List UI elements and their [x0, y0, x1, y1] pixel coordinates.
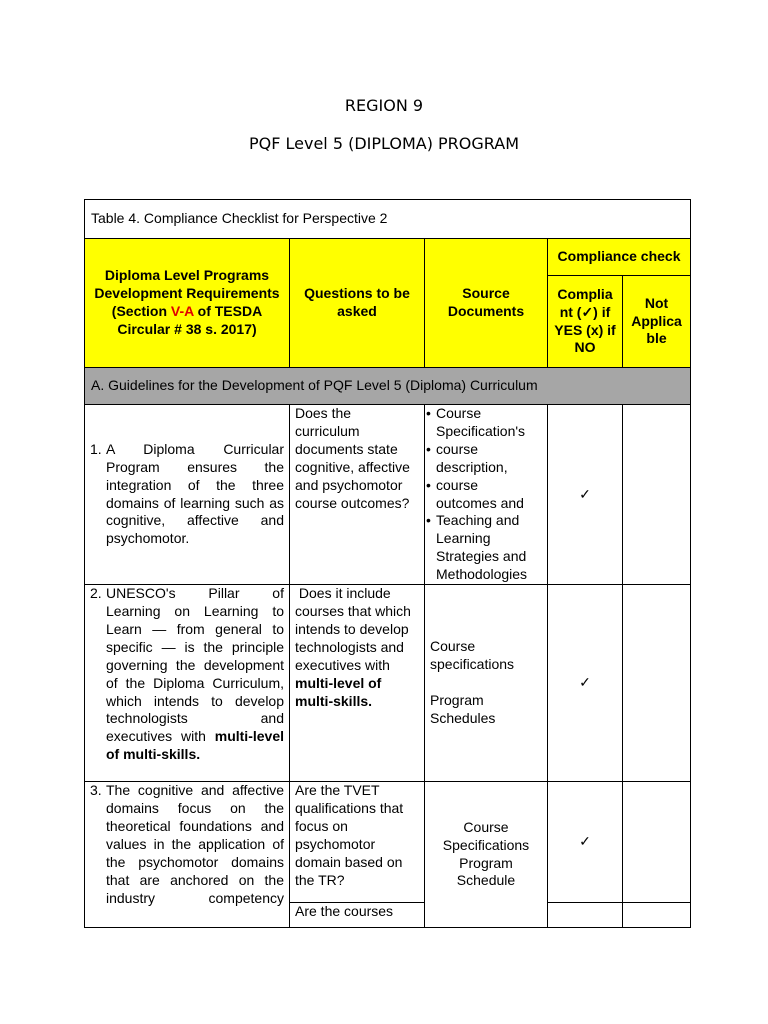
section-ref: V-A — [170, 303, 194, 319]
not-applicable-cell — [623, 782, 691, 903]
compliance-checklist-table — [84, 199, 691, 928]
question-cell: Are the courses — [290, 903, 425, 928]
not-applicable-cell — [623, 405, 691, 585]
source-documents-cell: Course Specifications Program Schedule — [425, 782, 548, 928]
col-header-compliance-check: Compliance check — [548, 239, 691, 276]
compliant-check-mark: ✓ — [548, 405, 623, 585]
table-row — [85, 585, 691, 782]
col-header-not-applicable: Not Applica ble — [623, 276, 691, 368]
program-title: PQF Level 5 (DIPLOMA) PROGRAM — [248, 134, 520, 153]
question-cell: Are the TVET qualifications that focus on psychomotor domain based on the TR? — [290, 782, 425, 903]
requirement-cell: 3. The cognitive and affective domains focus on the theoretical foundations and values in the application of the psychomotor domains that are anchored on the industry competency — [85, 782, 290, 928]
compliant-cell — [548, 903, 623, 928]
list-item: • course outcomes and — [430, 477, 542, 513]
question-cell: Does the curriculum documents state cognitive, affective and psychomotor course outcomes? — [290, 405, 425, 585]
col-header-source-documents: Source Documents — [425, 239, 548, 368]
compliant-check-mark: ✓ — [548, 585, 623, 782]
table-caption: Table 4. Compliance Checklist for Perspective 2 — [85, 200, 691, 239]
not-applicable-cell — [623, 903, 691, 928]
requirement-cell: 1. A Diploma Curricular Program ensures the integration of the three domains of learning such as cognitive, affective and psychomotor. — [85, 405, 290, 585]
list-item: • Course Specification's — [430, 405, 542, 441]
table-row — [85, 405, 691, 585]
region-title: REGION 9 — [344, 96, 424, 115]
list-item: • Teaching and Learning Strategies and Methodologies — [430, 512, 542, 584]
table-row — [85, 782, 691, 903]
question-cell: Does it include courses that which intends to develop technologists and executives with multi-level of multi-skills. — [290, 585, 425, 782]
requirement-cell: 2. UNESCO's Pillar of Learning on Learning to Learn — from general to specific — is the principle governing the development of the Diploma Curriculum, which intends to develop technologists and executives with multi-level of multi-skills. — [85, 585, 290, 782]
col-header-compliant: Complia nt (✓) if YES (x) if NO — [548, 276, 623, 368]
section-a-heading: A. Guidelines for the Development of PQF Level 5 (Diploma) Curriculum — [85, 368, 691, 405]
source-documents-cell — [425, 405, 548, 585]
not-applicable-cell — [623, 585, 691, 782]
col-header-questions: Questions to be asked — [290, 239, 425, 368]
list-item: • course description, — [430, 441, 542, 477]
col-header-requirements: Diploma Level Programs Development Requirements (Section V-A of TESDA Circular # 38 s. 2017) — [85, 239, 290, 368]
source-documents-cell: Course specifications Program Schedules — [425, 585, 548, 782]
compliant-check-mark: ✓ — [548, 782, 623, 903]
